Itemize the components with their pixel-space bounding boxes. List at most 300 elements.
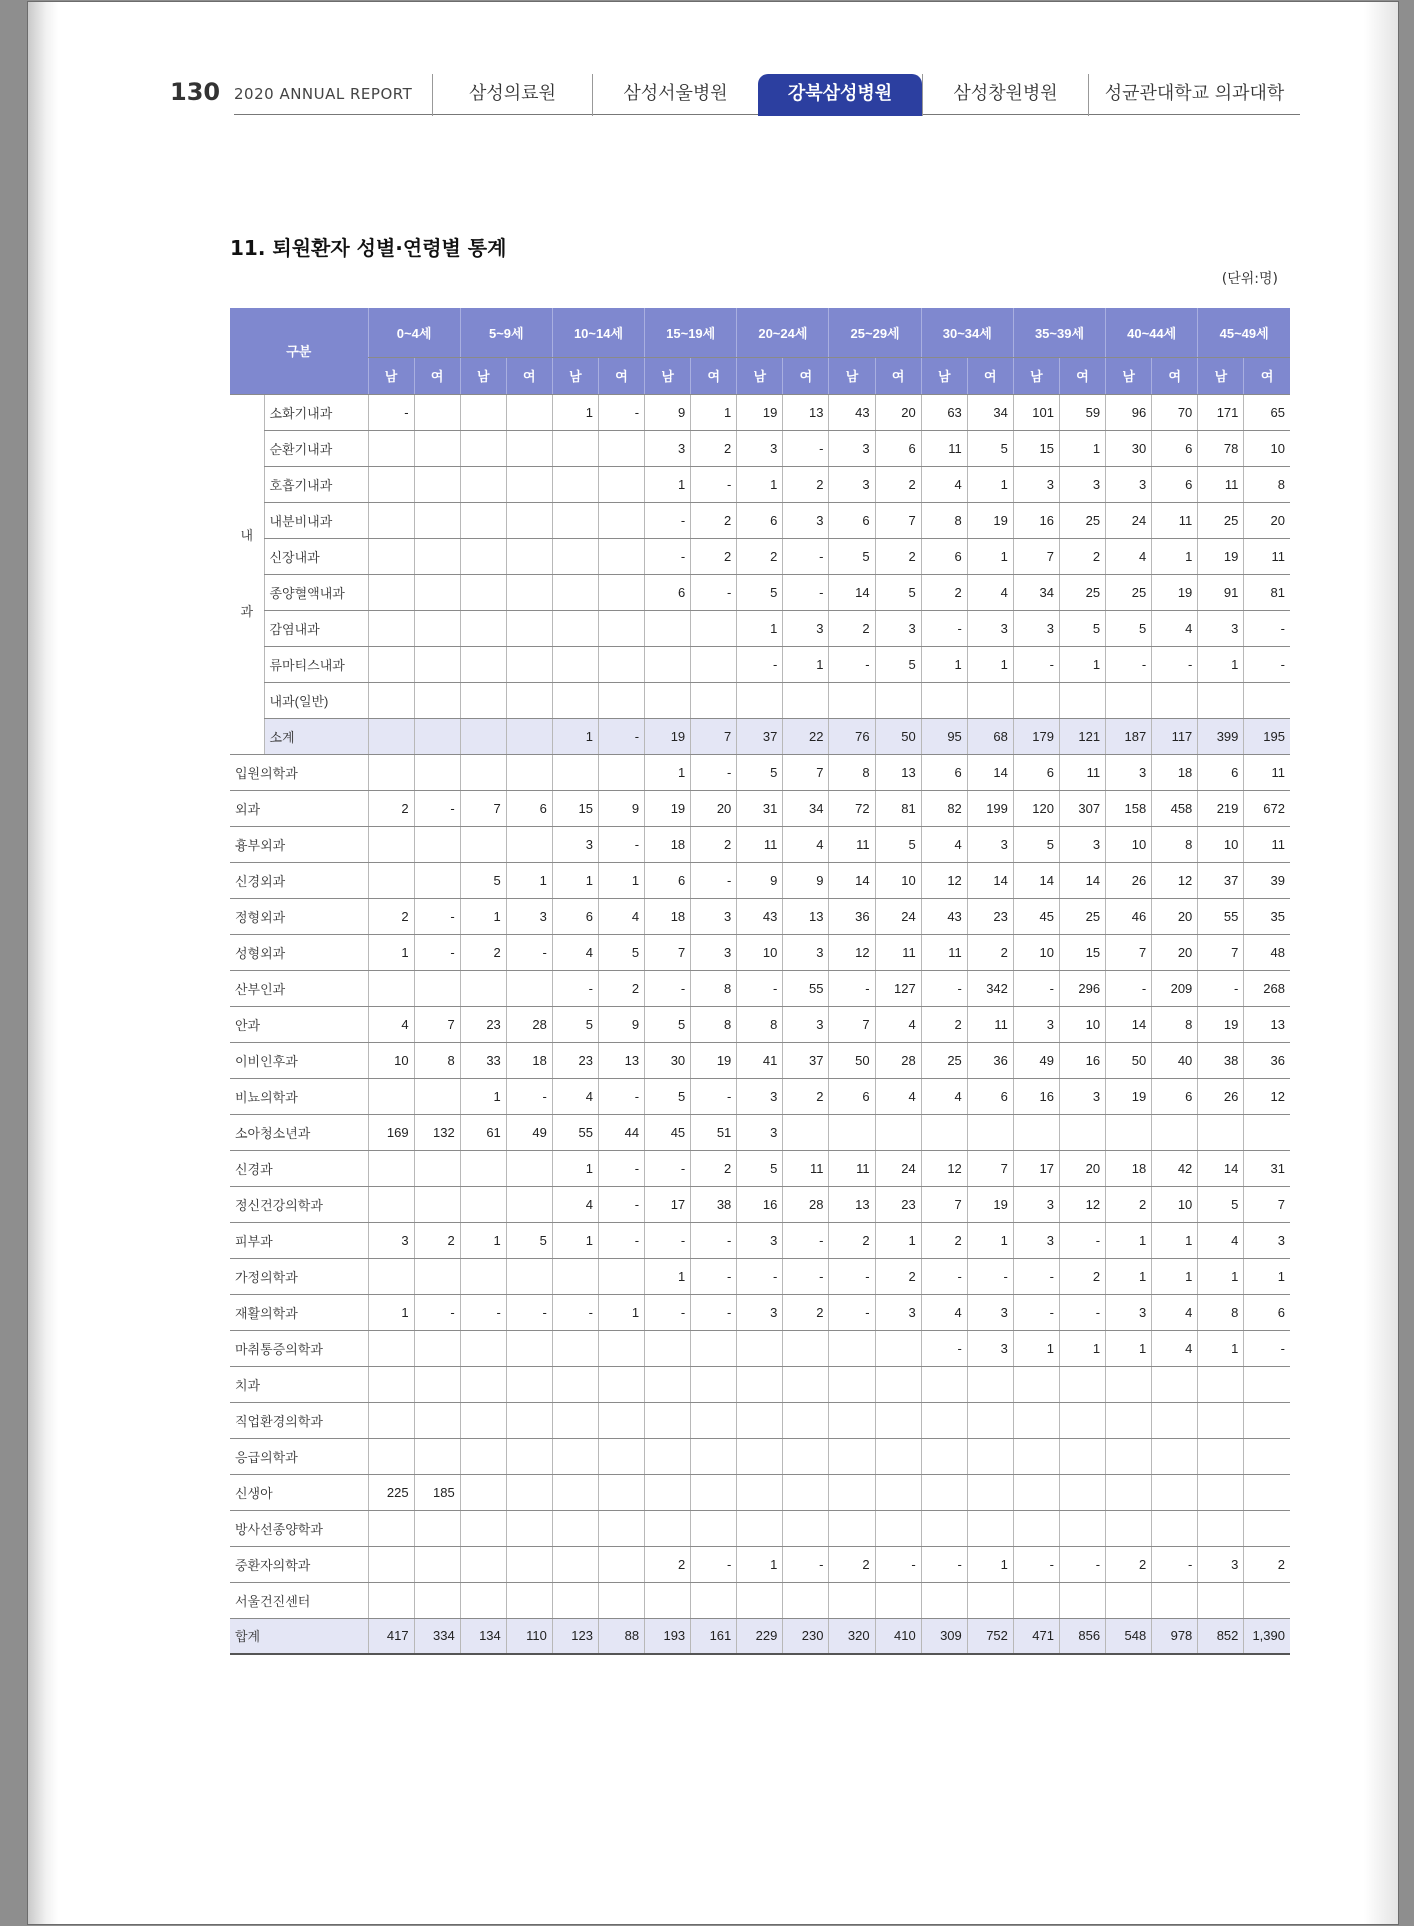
table-cell: 320 <box>829 1618 875 1654</box>
table-row <box>230 1366 1290 1402</box>
table-cell: 12 <box>1059 1186 1105 1222</box>
table-cell <box>460 754 506 790</box>
table-cell <box>691 1474 737 1510</box>
table-cell: 18 <box>1152 754 1198 790</box>
table-cell <box>506 538 552 574</box>
table-cell: 8 <box>414 1042 460 1078</box>
sex-header-male: 남 <box>1013 357 1059 394</box>
table-row <box>230 826 1290 862</box>
table-cell <box>552 1258 598 1294</box>
table-cell <box>414 1510 460 1546</box>
table-cell <box>414 610 460 646</box>
section-tabs <box>432 74 1300 116</box>
table-cell <box>368 610 414 646</box>
table-cell: 24 <box>875 1150 921 1186</box>
row-label: 소계 <box>264 718 368 754</box>
table-cell <box>875 1474 921 1510</box>
table-cell <box>645 1510 691 1546</box>
table-row <box>230 394 1290 430</box>
table-cell: 42 <box>1152 1150 1198 1186</box>
table-row <box>230 574 1290 610</box>
table-cell: 8 <box>1152 1006 1198 1042</box>
table-cell <box>552 1474 598 1510</box>
table-cell: 28 <box>875 1042 921 1078</box>
table-cell <box>1198 1582 1244 1618</box>
page-edge-shadow <box>1364 2 1398 1924</box>
table-cell: 51 <box>691 1114 737 1150</box>
table-cell: 2 <box>691 538 737 574</box>
table-cell <box>875 1114 921 1150</box>
table-cell: 7 <box>921 1186 967 1222</box>
table-cell: 5 <box>737 1150 783 1186</box>
table-cell: - <box>645 970 691 1006</box>
table-cell: 20 <box>1152 934 1198 970</box>
table-cell: 95 <box>921 718 967 754</box>
table-cell: 2 <box>783 1078 829 1114</box>
table-cell <box>552 1402 598 1438</box>
table-cell <box>1152 1510 1198 1546</box>
table-cell: 5 <box>829 538 875 574</box>
table-cell: 3 <box>967 826 1013 862</box>
row-label: 흉부외과 <box>230 826 368 862</box>
table-cell: 5 <box>875 574 921 610</box>
table-cell: - <box>598 394 644 430</box>
table-cell <box>829 1366 875 1402</box>
table-cell <box>460 1186 506 1222</box>
table-cell <box>645 610 691 646</box>
table-cell: 25 <box>1059 898 1105 934</box>
table-cell: 5 <box>1106 610 1152 646</box>
table-cell: 91 <box>1198 574 1244 610</box>
table-cell: 268 <box>1244 970 1290 1006</box>
table-cell: 1 <box>737 1546 783 1582</box>
sex-header-male: 남 <box>552 357 598 394</box>
table-cell: 1 <box>1152 1222 1198 1258</box>
table-cell <box>967 1474 1013 1510</box>
table-cell: 43 <box>829 394 875 430</box>
table-cell: - <box>829 646 875 682</box>
table-cell: 410 <box>875 1618 921 1654</box>
table-cell <box>921 1582 967 1618</box>
table-cell <box>460 1510 506 1546</box>
table-cell <box>368 574 414 610</box>
row-label: 치과 <box>230 1366 368 1402</box>
report-page <box>28 2 1398 1924</box>
table-cell: 2 <box>645 1546 691 1582</box>
group-label-text: 내 과 <box>240 528 254 619</box>
table-cell: 59 <box>1059 394 1105 430</box>
table-cell: 132 <box>414 1114 460 1150</box>
table-cell: - <box>783 1546 829 1582</box>
table-cell <box>1244 1366 1290 1402</box>
table-cell <box>737 1582 783 1618</box>
table-cell: 2 <box>1059 538 1105 574</box>
table-row <box>230 1222 1290 1258</box>
table-cell: 187 <box>1106 718 1152 754</box>
table-cell <box>460 394 506 430</box>
row-label: 소화기내과 <box>264 394 368 430</box>
table-cell: - <box>783 430 829 466</box>
table-cell: 10 <box>1244 430 1290 466</box>
table-cell: 1 <box>1059 430 1105 466</box>
table-cell: 1 <box>598 1294 644 1330</box>
table-cell: 8 <box>691 1006 737 1042</box>
table-cell: 23 <box>967 898 1013 934</box>
table-cell <box>414 1582 460 1618</box>
sex-header-female: 여 <box>598 357 644 394</box>
table-cell <box>506 1366 552 1402</box>
table-cell: 10 <box>1198 826 1244 862</box>
table-cell <box>368 826 414 862</box>
table-row <box>230 466 1290 502</box>
table-row <box>230 1294 1290 1330</box>
table-cell: - <box>1059 1546 1105 1582</box>
table-cell: 2 <box>1244 1546 1290 1582</box>
table-cell: 3 <box>1013 466 1059 502</box>
table-cell <box>598 610 644 646</box>
table-cell: 169 <box>368 1114 414 1150</box>
table-cell <box>414 430 460 466</box>
table-cell: 5 <box>737 754 783 790</box>
page-header <box>170 74 1300 118</box>
table-cell: 4 <box>1152 1294 1198 1330</box>
table-cell: - <box>967 1258 1013 1294</box>
table-cell: 39 <box>1244 862 1290 898</box>
table-cell: 2 <box>875 538 921 574</box>
table-row <box>230 790 1290 826</box>
table-cell <box>368 1186 414 1222</box>
sex-header-female: 여 <box>783 357 829 394</box>
table-cell <box>921 682 967 718</box>
table-cell <box>645 682 691 718</box>
row-label: 직업환경의학과 <box>230 1402 368 1438</box>
table-row <box>230 1042 1290 1078</box>
row-label: 소아청소년과 <box>230 1114 368 1150</box>
table-cell <box>368 718 414 754</box>
table-cell: 34 <box>967 394 1013 430</box>
table-cell: 16 <box>737 1186 783 1222</box>
table-cell <box>368 754 414 790</box>
table-cell <box>921 1438 967 1474</box>
table-cell: 7 <box>460 790 506 826</box>
table-cell: - <box>1059 1294 1105 1330</box>
table-cell: 50 <box>829 1042 875 1078</box>
table-cell <box>368 1402 414 1438</box>
table-cell <box>967 1510 1013 1546</box>
table-cell <box>921 1402 967 1438</box>
table-cell: 6 <box>1152 466 1198 502</box>
table-cell <box>414 1366 460 1402</box>
table-cell: 3 <box>1013 1186 1059 1222</box>
table-cell: 123 <box>552 1618 598 1654</box>
row-label: 신장내과 <box>264 538 368 574</box>
tab-kangbuk-samsung-hospital[interactable]: 강북삼성병원 <box>758 74 922 116</box>
table-cell <box>737 682 783 718</box>
table-cell <box>598 574 644 610</box>
discharge-stats-table <box>230 308 1290 1655</box>
table-cell: 2 <box>1059 1258 1105 1294</box>
table-cell: - <box>598 1186 644 1222</box>
row-label: 마취통증의학과 <box>230 1330 368 1366</box>
table-cell: 12 <box>829 934 875 970</box>
row-label: 피부과 <box>230 1222 368 1258</box>
table-cell <box>1152 1402 1198 1438</box>
table-cell: 19 <box>645 790 691 826</box>
table-cell: 2 <box>921 574 967 610</box>
table-cell <box>414 538 460 574</box>
table-cell: 134 <box>460 1618 506 1654</box>
table-cell <box>506 1150 552 1186</box>
table-cell: 3 <box>1198 610 1244 646</box>
table-cell <box>829 1474 875 1510</box>
table-cell: 49 <box>506 1114 552 1150</box>
table-cell <box>506 646 552 682</box>
table-cell: 45 <box>1013 898 1059 934</box>
table-cell <box>1059 1510 1105 1546</box>
table-cell: 10 <box>1013 934 1059 970</box>
table-cell <box>506 682 552 718</box>
table-cell <box>598 466 644 502</box>
table-cell: 1 <box>645 754 691 790</box>
table-cell <box>875 1366 921 1402</box>
table-cell: 46 <box>1106 898 1152 934</box>
table-cell <box>506 1330 552 1366</box>
table-cell: 209 <box>1152 970 1198 1006</box>
table-cell <box>1106 1510 1152 1546</box>
sex-header-female: 여 <box>691 357 737 394</box>
table-cell: 1 <box>1152 1258 1198 1294</box>
table-cell: 4 <box>875 1006 921 1042</box>
table-cell: 88 <box>598 1618 644 1654</box>
table-cell: 33 <box>460 1042 506 1078</box>
table-cell: 10 <box>1059 1006 1105 1042</box>
table-cell <box>1059 1366 1105 1402</box>
table-row <box>230 502 1290 538</box>
section-title: 11. 퇴원환자 성별·연령별 통계 <box>230 236 507 260</box>
table-cell: 4 <box>368 1006 414 1042</box>
table-cell: 65 <box>1244 394 1290 430</box>
table-cell: 7 <box>1106 934 1152 970</box>
table-cell <box>1198 1474 1244 1510</box>
table-cell <box>460 826 506 862</box>
table-cell: 171 <box>1198 394 1244 430</box>
table-cell: 49 <box>1013 1042 1059 1078</box>
table-cell <box>552 682 598 718</box>
table-cell <box>506 430 552 466</box>
table-cell: 8 <box>1152 826 1198 862</box>
tab-samsung-medical-center[interactable]: 삼성의료원 <box>432 74 592 116</box>
table-cell <box>1244 1114 1290 1150</box>
table-cell: 1 <box>1013 1330 1059 1366</box>
table-cell: 3 <box>1198 1546 1244 1582</box>
table-cell: 68 <box>967 718 1013 754</box>
table-cell: 13 <box>598 1042 644 1078</box>
tab-skku-medical-school[interactable]: 성균관대학교 의과대학 <box>1088 74 1300 116</box>
table-cell: 15 <box>552 790 598 826</box>
row-label: 내분비내과 <box>264 502 368 538</box>
table-cell: - <box>921 1258 967 1294</box>
table-cell: 13 <box>783 394 829 430</box>
table-cell <box>921 1474 967 1510</box>
table-cell: 81 <box>1244 574 1290 610</box>
table-cell: - <box>783 1222 829 1258</box>
table-cell: - <box>691 1258 737 1294</box>
table-cell: 14 <box>1198 1150 1244 1186</box>
table-cell <box>691 1582 737 1618</box>
table-row <box>230 538 1290 574</box>
table-cell <box>552 1510 598 1546</box>
table-body <box>230 394 1290 1654</box>
table-cell <box>460 1474 506 1510</box>
table-cell: 117 <box>1152 718 1198 754</box>
table-cell: 3 <box>1106 754 1152 790</box>
table-cell <box>552 1546 598 1582</box>
table-cell: 230 <box>783 1618 829 1654</box>
table-cell: 1 <box>737 466 783 502</box>
tab-samsung-changwon-hospital[interactable]: 삼성창원병원 <box>922 74 1088 116</box>
table-cell: - <box>645 538 691 574</box>
table-cell <box>598 754 644 790</box>
table-cell: - <box>598 1222 644 1258</box>
table-cell <box>967 1114 1013 1150</box>
table-cell: 5 <box>875 826 921 862</box>
table-cell <box>1059 1474 1105 1510</box>
row-label: 응급의학과 <box>230 1438 368 1474</box>
table-cell: 4 <box>875 1078 921 1114</box>
table-cell <box>1198 682 1244 718</box>
table-cell: 3 <box>737 430 783 466</box>
table-cell <box>598 538 644 574</box>
table-cell: 23 <box>552 1042 598 1078</box>
table-cell <box>1059 682 1105 718</box>
table-cell <box>460 1582 506 1618</box>
table-cell <box>1244 682 1290 718</box>
table-cell <box>645 1402 691 1438</box>
table-row <box>230 898 1290 934</box>
table-cell: 43 <box>921 898 967 934</box>
table-cell: 1 <box>1059 1330 1105 1366</box>
table-cell: 1 <box>460 898 506 934</box>
table-cell: 3 <box>691 934 737 970</box>
table-cell: - <box>691 1546 737 1582</box>
table-cell: 6 <box>645 574 691 610</box>
table-cell: 24 <box>1106 502 1152 538</box>
table-cell <box>598 646 644 682</box>
table-cell: 2 <box>829 610 875 646</box>
table-cell <box>414 754 460 790</box>
table-cell <box>552 574 598 610</box>
row-label: 비뇨의학과 <box>230 1078 368 1114</box>
table-cell: 4 <box>1106 538 1152 574</box>
table-cell: 13 <box>875 754 921 790</box>
table-cell: 3 <box>967 1330 1013 1366</box>
table-cell: 28 <box>783 1186 829 1222</box>
table-cell: 7 <box>875 502 921 538</box>
table-cell <box>506 502 552 538</box>
table-cell: - <box>506 934 552 970</box>
table-cell: 1 <box>1106 1330 1152 1366</box>
table-cell <box>829 1402 875 1438</box>
table-cell: 36 <box>1244 1042 1290 1078</box>
table-cell: - <box>1059 1222 1105 1258</box>
sex-header-male: 남 <box>460 357 506 394</box>
table-cell: 179 <box>1013 718 1059 754</box>
table-cell: 5 <box>967 430 1013 466</box>
table-cell <box>552 1366 598 1402</box>
sex-header-male: 남 <box>921 357 967 394</box>
table-cell <box>598 1474 644 1510</box>
report-title: 2020 ANNUAL REPORT <box>234 85 413 103</box>
table-cell: 399 <box>1198 718 1244 754</box>
table-cell <box>414 394 460 430</box>
table-row <box>230 1258 1290 1294</box>
table-cell <box>506 574 552 610</box>
table-cell: - <box>1013 1294 1059 1330</box>
row-label: 외과 <box>230 790 368 826</box>
total-row <box>230 1618 1290 1654</box>
table-cell <box>460 646 506 682</box>
table-cell: 30 <box>645 1042 691 1078</box>
table-cell: 1 <box>598 862 644 898</box>
table-cell <box>1152 1438 1198 1474</box>
table-cell: 11 <box>967 1006 1013 1042</box>
table-cell <box>368 466 414 502</box>
table-cell: 4 <box>552 1186 598 1222</box>
table-cell <box>967 1402 1013 1438</box>
table-cell <box>414 1150 460 1186</box>
table-cell: 7 <box>1013 538 1059 574</box>
tab-samsung-seoul-hospital[interactable]: 삼성서울병원 <box>592 74 758 116</box>
table-cell: 121 <box>1059 718 1105 754</box>
table-cell <box>1013 1114 1059 1150</box>
table-cell: 7 <box>967 1150 1013 1186</box>
table-cell: 11 <box>1198 466 1244 502</box>
table-cell <box>1013 1366 1059 1402</box>
table-cell: 10 <box>1152 1186 1198 1222</box>
table-cell <box>1106 1582 1152 1618</box>
table-cell: 1 <box>552 394 598 430</box>
table-cell: 4 <box>1152 1330 1198 1366</box>
table-cell: 195 <box>1244 718 1290 754</box>
table-cell: 8 <box>1244 466 1290 502</box>
table-cell: 17 <box>1013 1150 1059 1186</box>
row-label: 안과 <box>230 1006 368 1042</box>
table-cell: 3 <box>552 826 598 862</box>
table-cell: 34 <box>1013 574 1059 610</box>
table-cell: 48 <box>1244 934 1290 970</box>
table-cell: 1 <box>1198 1330 1244 1366</box>
table-cell: 5 <box>1059 610 1105 646</box>
table-cell <box>783 1114 829 1150</box>
table-cell: - <box>829 970 875 1006</box>
table-cell <box>691 1366 737 1402</box>
table-cell: 4 <box>552 1078 598 1114</box>
table-cell: 36 <box>967 1042 1013 1078</box>
table-cell: 2 <box>921 1222 967 1258</box>
table-cell: 30 <box>1106 430 1152 466</box>
table-cell: - <box>414 1294 460 1330</box>
table-cell: 12 <box>921 862 967 898</box>
table-cell <box>921 1510 967 1546</box>
table-cell: - <box>1013 970 1059 1006</box>
table-cell: 9 <box>783 862 829 898</box>
table-cell: 13 <box>783 898 829 934</box>
table-cell: 3 <box>1013 1006 1059 1042</box>
table-cell <box>921 1114 967 1150</box>
table-cell: 18 <box>1106 1150 1152 1186</box>
table-cell: 1 <box>552 862 598 898</box>
table-cell: 70 <box>1152 394 1198 430</box>
